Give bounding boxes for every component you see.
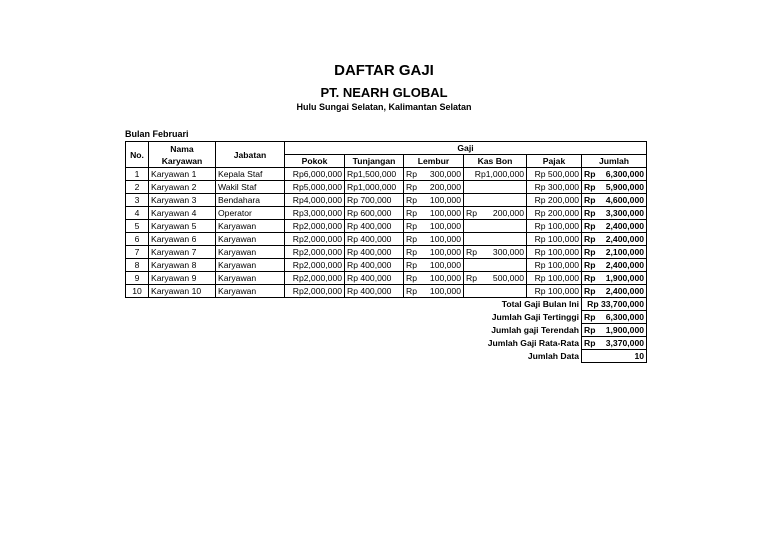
jumlah-currency: Rp [584, 221, 596, 231]
cell-pokok: Rp2,000,000 [285, 220, 345, 233]
cell-no: 10 [126, 285, 149, 298]
summary-spacer [126, 337, 345, 350]
cell-tunjangan [345, 246, 404, 259]
cell-pajak: Rp 300,000 [527, 181, 582, 194]
jumlah-currency: Rp [584, 208, 596, 218]
cell-pokok: Rp2,000,000 [285, 272, 345, 285]
jumlah-currency: Rp [584, 273, 596, 283]
summary-row [126, 324, 647, 337]
header-jabatan: Jabatan [216, 142, 285, 168]
cell-no: 4 [126, 207, 149, 220]
tunjangan-amount: Rp 400,000 [347, 260, 392, 270]
lembur-amount: 100,000 [429, 247, 461, 257]
jumlah-currency: Rp [584, 169, 596, 179]
cell-pokok: Rp2,000,000 [285, 233, 345, 246]
summary-currency: Rp [584, 325, 596, 335]
tunjangan-amount: Rp 600,000 [347, 208, 392, 218]
table-row [126, 246, 647, 259]
summary-label: Jumlah Gaji Rata-Rata [487, 338, 579, 348]
kasbon-currency: Rp [466, 208, 477, 218]
jumlah-currency: Rp [584, 234, 596, 244]
jumlah-amount: 2,400,000 [605, 234, 644, 244]
header-no: No. [126, 142, 149, 168]
header-pokok: Pokok [285, 155, 345, 168]
jumlah-currency: Rp [584, 286, 596, 296]
cell-tunjangan [345, 285, 404, 298]
cell-kasbon [464, 259, 527, 272]
cell-kasbon [464, 285, 527, 298]
cell-nama: Karyawan 3 [149, 194, 216, 207]
summary-label: Total Gaji Bulan Ini [501, 299, 579, 310]
lembur-currency: Rp [406, 286, 417, 296]
summary-currency: Rp [584, 312, 596, 322]
tunjangan-amount: Rp1,000,000 [347, 182, 397, 192]
cell-pajak: Rp 100,000 [527, 259, 582, 272]
cell-jabatan: Karyawan [216, 259, 285, 272]
table-row [126, 220, 647, 233]
cell-jabatan: Bendahara [216, 194, 285, 207]
table-row [126, 285, 647, 298]
cell-lembur [404, 259, 464, 272]
tunjangan-amount: Rp 400,000 [347, 286, 392, 296]
cell-pajak: Rp 100,000 [527, 285, 582, 298]
cell-lembur [404, 220, 464, 233]
kasbon-amount: 300,000 [492, 247, 524, 257]
cell-tunjangan [345, 220, 404, 233]
cell-lembur [404, 181, 464, 194]
cell-jabatan: Karyawan [216, 233, 285, 246]
tunjangan-amount: Rp 400,000 [347, 247, 392, 257]
lembur-amount: 100,000 [429, 195, 461, 205]
lembur-amount: 100,000 [429, 286, 461, 296]
cell-tunjangan [345, 181, 404, 194]
cell-nama: Karyawan 10 [149, 285, 216, 298]
month-label: Bulan Februari [125, 129, 189, 139]
cell-jumlah [582, 233, 647, 246]
kasbon-currency: Rp [466, 247, 477, 257]
summary-amount: 3,370,000 [605, 338, 644, 348]
cell-no: 1 [126, 168, 149, 181]
cell-pajak: Rp 100,000 [527, 246, 582, 259]
kasbon-amount: 200,000 [492, 208, 524, 218]
summary-amount: 6,300,000 [605, 312, 644, 322]
cell-jabatan: Karyawan [216, 246, 285, 259]
tunjangan-amount: Rp 400,000 [347, 234, 392, 244]
cell-pokok: Rp5,000,000 [285, 181, 345, 194]
cell-kasbon [464, 168, 527, 181]
cell-pajak: Rp 500,000 [527, 168, 582, 181]
cell-no: 5 [126, 220, 149, 233]
lembur-currency: Rp [406, 247, 417, 257]
cell-jumlah [582, 272, 647, 285]
cell-pokok: Rp6,000,000 [285, 168, 345, 181]
company-address: Hulu Sungai Selatan, Kalimantan Selatan [296, 102, 472, 112]
salary-table [125, 141, 647, 363]
cell-pajak: Rp 100,000 [527, 272, 582, 285]
cell-tunjangan [345, 259, 404, 272]
cell-nama: Karyawan 8 [149, 259, 216, 272]
cell-kasbon [464, 233, 527, 246]
cell-nama: Karyawan 2 [149, 181, 216, 194]
table-row [126, 207, 647, 220]
cell-kasbon [464, 246, 527, 259]
cell-no: 3 [126, 194, 149, 207]
jumlah-amount: 2,400,000 [605, 260, 644, 270]
cell-kasbon [464, 220, 527, 233]
cell-jabatan: Kepala Staf [216, 168, 285, 181]
cell-jabatan: Karyawan [216, 285, 285, 298]
lembur-currency: Rp [406, 260, 417, 270]
cell-jabatan: Karyawan [216, 220, 285, 233]
cell-lembur [404, 207, 464, 220]
cell-no: 6 [126, 233, 149, 246]
cell-lembur [404, 194, 464, 207]
cell-jumlah [582, 207, 647, 220]
cell-jumlah [582, 168, 647, 181]
tunjangan-amount: Rp 700,000 [347, 195, 392, 205]
cell-jumlah [582, 181, 647, 194]
cell-lembur [404, 285, 464, 298]
header-tunjangan: Tunjangan [345, 155, 404, 168]
header-jumlah: Jumlah [582, 155, 647, 168]
cell-jabatan: Karyawan [216, 272, 285, 285]
summary-spacer [126, 298, 345, 311]
jumlah-currency: Rp [584, 260, 596, 270]
summary-row [126, 298, 647, 311]
summary-row [126, 337, 647, 350]
jumlah-amount: 4,600,000 [605, 195, 644, 205]
lembur-amount: 100,000 [429, 273, 461, 283]
lembur-amount: 300,000 [429, 169, 461, 179]
table-row [126, 194, 647, 207]
cell-jumlah [582, 259, 647, 272]
lembur-amount: 100,000 [429, 221, 461, 231]
header-kasbon: Kas Bon [464, 155, 527, 168]
cell-pokok: Rp2,000,000 [285, 246, 345, 259]
tunjangan-amount: Rp1,500,000 [347, 169, 397, 179]
summary-amount: 1,900,000 [605, 325, 644, 335]
kasbon-currency: Rp [466, 273, 477, 283]
lembur-currency: Rp [406, 169, 417, 179]
lembur-currency: Rp [406, 221, 417, 231]
jumlah-amount: 2,400,000 [605, 286, 644, 296]
lembur-amount: 100,000 [429, 208, 461, 218]
cell-tunjangan [345, 207, 404, 220]
table-row [126, 272, 647, 285]
summary-currency: Rp [584, 338, 596, 348]
cell-lembur [404, 168, 464, 181]
summary-row [126, 350, 647, 363]
tunjangan-amount: Rp 400,000 [347, 221, 392, 231]
header-lembur: Lembur [404, 155, 464, 168]
cell-jumlah [582, 220, 647, 233]
cell-no: 2 [126, 181, 149, 194]
cell-pajak: Rp 100,000 [527, 233, 582, 246]
summary-value: 10 [582, 350, 647, 363]
summary-spacer [126, 311, 345, 324]
cell-pokok: Rp4,000,000 [285, 194, 345, 207]
lembur-currency: Rp [406, 195, 417, 205]
jumlah-amount: 2,100,000 [605, 247, 644, 257]
lembur-currency: Rp [406, 273, 417, 283]
cell-pokok: Rp2,000,000 [285, 285, 345, 298]
cell-pajak: Rp 200,000 [527, 194, 582, 207]
jumlah-currency: Rp [584, 182, 596, 192]
cell-nama: Karyawan 5 [149, 220, 216, 233]
cell-tunjangan [345, 168, 404, 181]
lembur-currency: Rp [406, 208, 417, 218]
table-row [126, 181, 647, 194]
jumlah-amount: 6,300,000 [605, 169, 644, 179]
summary-label: Jumlah Gaji Tertinggi [491, 312, 579, 322]
jumlah-amount: 5,900,000 [605, 182, 644, 192]
kasbon-amount: Rp1,000,000 [474, 169, 524, 179]
page-title: DAFTAR GAJI [334, 62, 434, 79]
jumlah-amount: 3,300,000 [605, 208, 644, 218]
cell-jabatan: Operator [216, 207, 285, 220]
cell-nama: Karyawan 1 [149, 168, 216, 181]
summary-value [582, 337, 647, 350]
jumlah-amount: 1,900,000 [605, 273, 644, 283]
lembur-currency: Rp [406, 182, 417, 192]
cell-jumlah [582, 194, 647, 207]
cell-pokok: Rp2,000,000 [285, 259, 345, 272]
cell-jumlah [582, 246, 647, 259]
summary-value [582, 311, 647, 324]
cell-no: 9 [126, 272, 149, 285]
cell-tunjangan [345, 272, 404, 285]
jumlah-amount: 2,400,000 [605, 221, 644, 231]
cell-nama: Karyawan 4 [149, 207, 216, 220]
summary-value: Rp 33,700,000 [582, 298, 647, 311]
company-name: PT. NEARH GLOBAL [320, 85, 448, 100]
cell-kasbon [464, 194, 527, 207]
tunjangan-amount: Rp 400,000 [347, 273, 392, 283]
cell-pokok: Rp3,000,000 [285, 207, 345, 220]
cell-jabatan: Wakil Staf [216, 181, 285, 194]
header-pajak: Pajak [527, 155, 582, 168]
header-nama: Nama Karyawan [149, 142, 216, 168]
lembur-amount: 200,000 [429, 182, 461, 192]
cell-nama: Karyawan 7 [149, 246, 216, 259]
table-row [126, 233, 647, 246]
lembur-amount: 100,000 [429, 260, 461, 270]
cell-lembur [404, 233, 464, 246]
cell-lembur [404, 246, 464, 259]
cell-no: 8 [126, 259, 149, 272]
summary-row [126, 311, 647, 324]
cell-jumlah [582, 285, 647, 298]
cell-tunjangan [345, 194, 404, 207]
cell-kasbon [464, 272, 527, 285]
cell-lembur [404, 272, 464, 285]
cell-kasbon [464, 207, 527, 220]
summary-spacer [126, 350, 345, 363]
summary-label: Jumlah Data [527, 351, 579, 361]
cell-nama: Karyawan 9 [149, 272, 216, 285]
cell-tunjangan [345, 233, 404, 246]
kasbon-amount: 500,000 [492, 273, 524, 283]
lembur-currency: Rp [406, 234, 417, 244]
table-row [126, 168, 647, 181]
cell-nama: Karyawan 6 [149, 233, 216, 246]
summary-value [582, 324, 647, 337]
table-row [126, 259, 647, 272]
jumlah-currency: Rp [584, 247, 596, 257]
summary-label: Jumlah gaji Terendah [491, 325, 579, 335]
cell-pajak: Rp 200,000 [527, 207, 582, 220]
lembur-amount: 100,000 [429, 234, 461, 244]
cell-pajak: Rp 100,000 [527, 220, 582, 233]
cell-kasbon [464, 181, 527, 194]
cell-no: 7 [126, 246, 149, 259]
jumlah-currency: Rp [584, 195, 596, 205]
summary-spacer [126, 324, 345, 337]
header-gaji: Gaji [285, 142, 647, 155]
